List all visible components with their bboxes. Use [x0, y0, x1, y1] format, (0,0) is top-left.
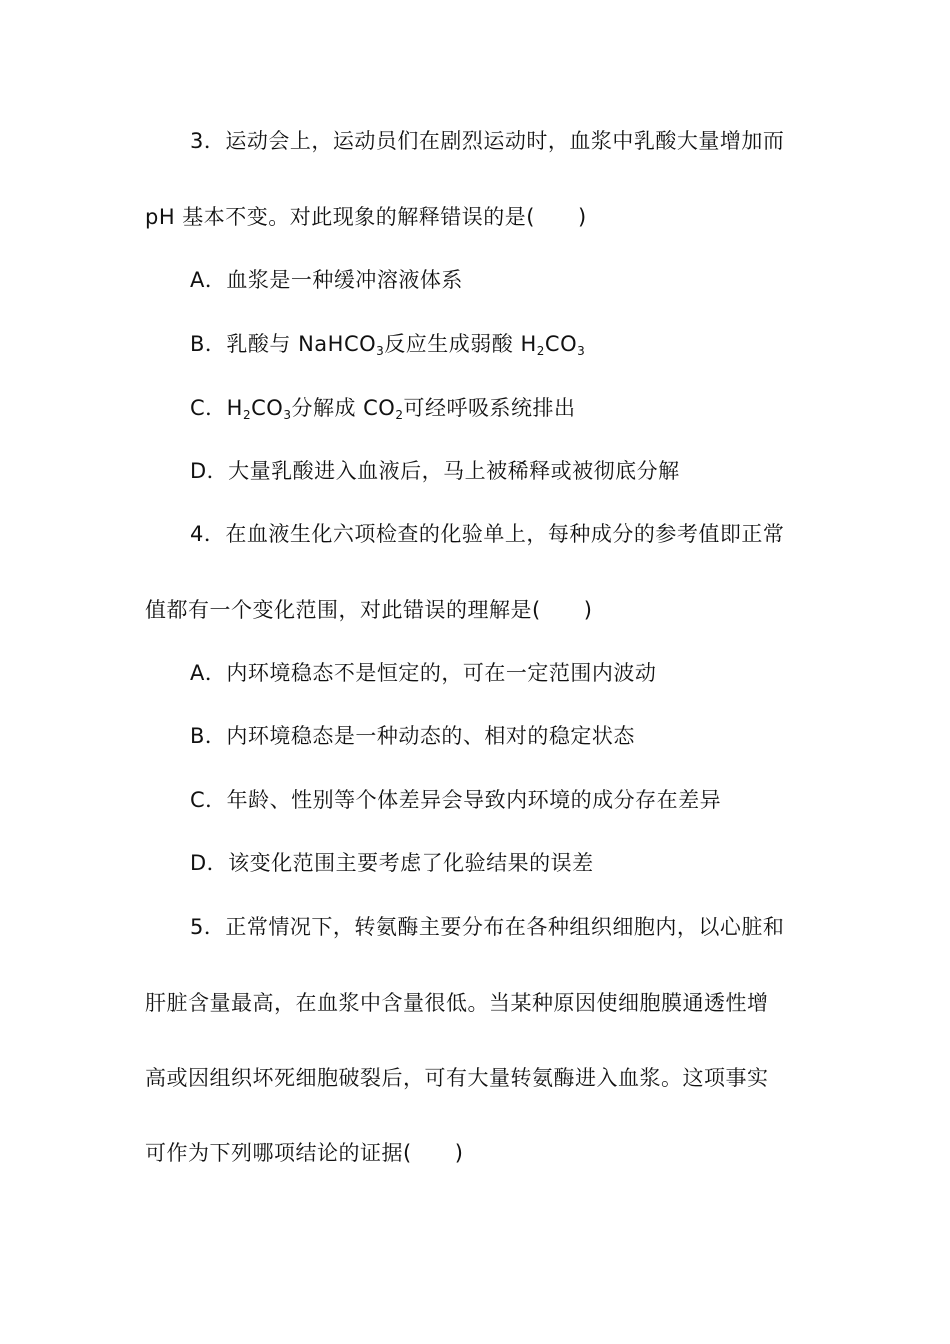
q5-stem-line-1: 5．正常情况下，转氨酶主要分布在各种组织细胞内，以心脏和 [190, 915, 785, 939]
q3-option-b-sub-3: 3 [577, 344, 586, 358]
q3-option-c-sub-2: 3 [283, 408, 292, 422]
q5-stem-line-2: 肝脏含量最高，在血浆中含量很低。当某种原因使细胞膜通透性增 [145, 991, 769, 1015]
q3-option-c-sub-3: 2 [395, 408, 404, 422]
q3-option-b [190, 330, 585, 358]
q3-option-b-co: CO [544, 332, 578, 356]
q4-stem-line-1: 4．在血液生化六项检查的化验单上，每种成分的参考值即正常 [190, 522, 785, 546]
q3-stem-line-2: pH 基本不变。对此现象的解释错误的是( ) [145, 205, 587, 229]
q4-option-a: A．内环境稳态不是恒定的，可在一定范围内波动 [190, 661, 657, 685]
q5-stem-line-4: 可作为下列哪项结论的证据( ) [145, 1141, 464, 1165]
q3-option-c [190, 394, 575, 422]
q3-option-c-prefix: C．H [190, 396, 243, 420]
q5-stem-line-3: 高或因组织坏死细胞破裂后，可有大量转氨酶进入血浆。这项事实 [145, 1066, 769, 1090]
q4-option-b: B．内环境稳态是一种动态的、相对的稳定状态 [190, 724, 635, 748]
q3-option-a: A．血浆是一种缓冲溶液体系 [190, 268, 463, 292]
q4-stem-line-2: 值都有一个变化范围，对此错误的理解是( ) [145, 598, 593, 622]
q3-option-c-mid: 分解成 CO [291, 396, 396, 420]
q3-option-b-sub-1: 3 [376, 344, 385, 358]
q3-option-b-prefix: B．乳酸与 NaHCO [190, 332, 377, 356]
q3-option-b-sub-2: 2 [536, 344, 545, 358]
q3-option-c-co: CO [251, 396, 284, 420]
q3-option-d: D．大量乳酸进入血液后，马上被稀释或被彻底分解 [190, 459, 680, 483]
q3-stem-line-1: 3．运动会上，运动员们在剧烈运动时，血浆中乳酸大量增加而 [190, 129, 785, 153]
q4-option-c: C．年龄、性别等个体差异会导致内环境的成分存在差异 [190, 788, 722, 812]
q3-option-c-sub-1: 2 [242, 408, 252, 422]
q3-option-c-suffix: 可经呼吸系统排出 [403, 396, 576, 420]
q4-option-d: D．该变化范围主要考虑了化验结果的误差 [190, 851, 594, 875]
q3-option-b-mid: 反应生成弱酸 H [384, 332, 537, 356]
